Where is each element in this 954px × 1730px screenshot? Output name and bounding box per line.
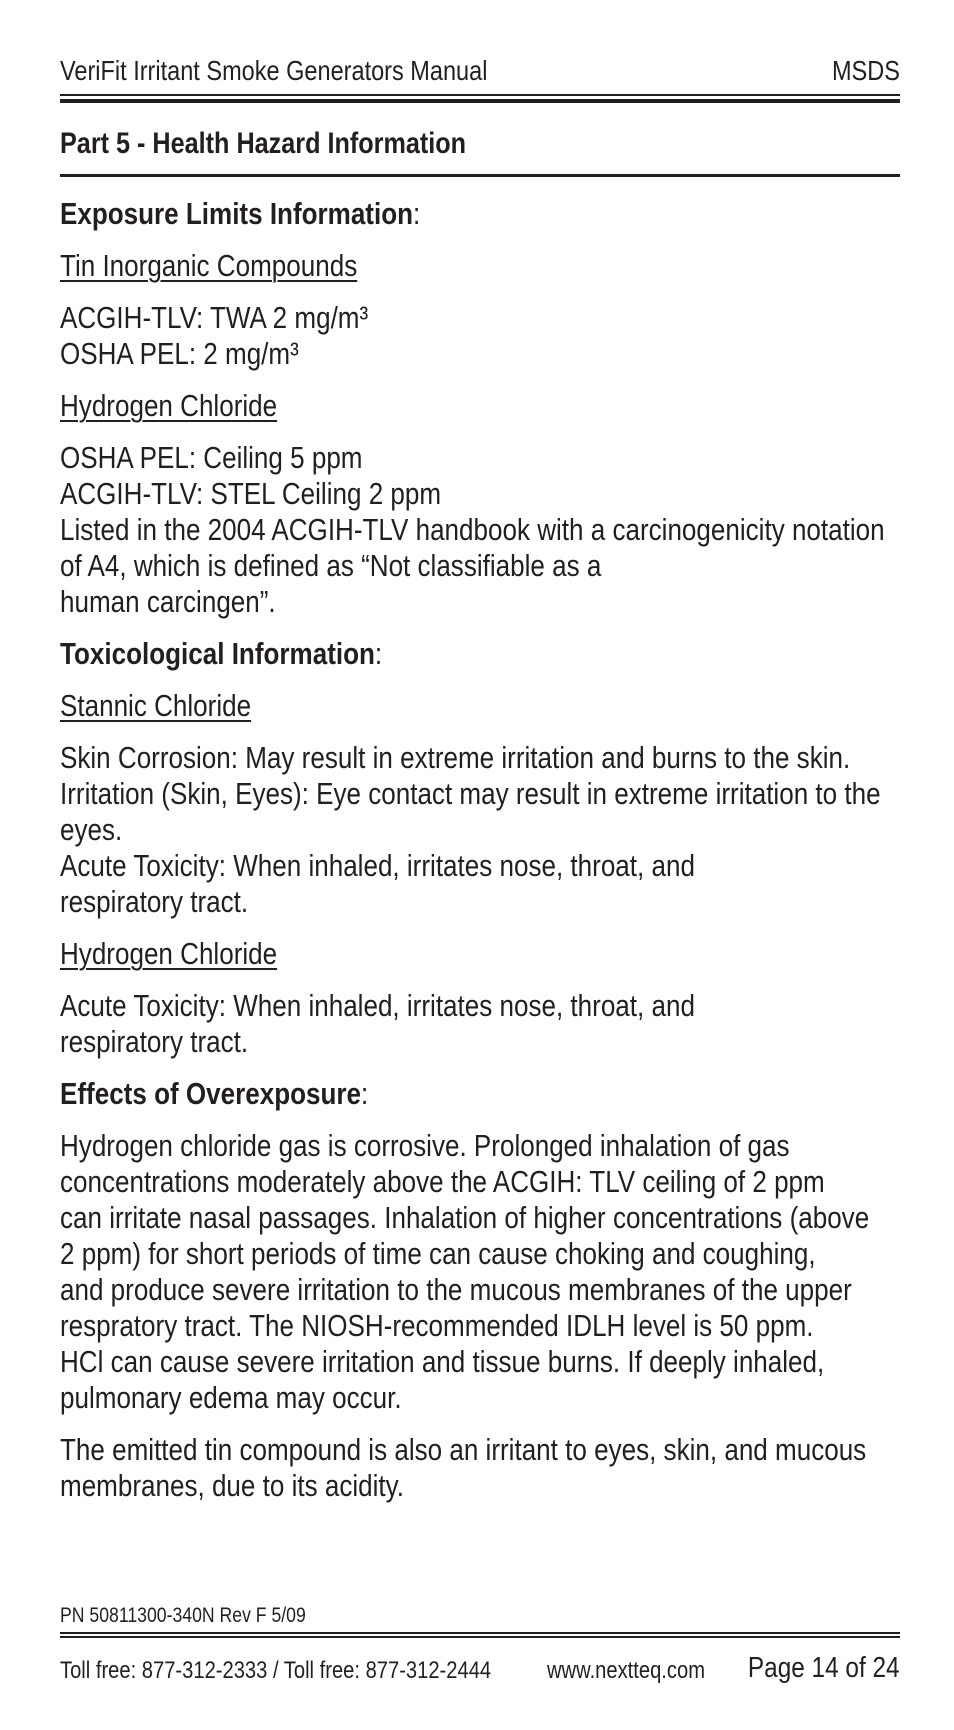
text-line: ACGIH-TLV: STEL Ceiling 2 ppm	[60, 476, 442, 511]
page-footer	[60, 1652, 900, 1686]
overexposure-paragraph-2	[60, 1432, 900, 1504]
text-line: 2 ppm) for short periods of time can cause choking and coughing,	[60, 1236, 816, 1271]
text-line: eyes.	[60, 812, 123, 847]
overexposure-paragraph-1	[60, 1128, 900, 1416]
text-line: Irritation (Skin, Eyes): Eye contact may result in extreme irritation to the	[60, 776, 881, 811]
text-line: respratory tract. The NIOSH-recommended IDLH level is 50 ppm.	[60, 1308, 814, 1343]
text-line: HCl can cause severe irritation and tissue burns. If deeply inhaled,	[60, 1344, 825, 1379]
website-link[interactable]: www.nextteq.com	[547, 1657, 705, 1684]
text-line: human carcingen”.	[60, 584, 276, 619]
stannic-chloride-info	[60, 740, 900, 920]
hydrogen-chloride-limits	[60, 440, 900, 620]
part-number: PN 50811300-340N Rev F 5/09	[60, 1604, 306, 1627]
hydrogen-chloride-tox-info	[60, 988, 900, 1060]
text-line: The emitted tin compound is also an irritant to eyes, skin, and mucous	[60, 1432, 867, 1467]
text-line: Acute Toxicity: When inhaled, irritates nose, throat, and	[60, 988, 695, 1023]
part-title-rule	[60, 174, 900, 177]
part-title: Part 5 - Health Hazard Information	[60, 127, 467, 160]
page-number: Page 14 of 24	[748, 1652, 900, 1684]
text-line: Listed in the 2004 ACGIH-TLV handbook with a carcinogenicity notation	[60, 512, 885, 547]
text-line: respiratory tract.	[60, 1024, 249, 1059]
text-line: ACGIH-TLV: TWA 2 mg/m³	[60, 300, 369, 335]
stannic-chloride-subheading: Stannic Chloride	[60, 688, 252, 723]
text-line: Acute Toxicity: When inhaled, irritates nose, throat, and	[60, 848, 695, 883]
text-line: OSHA PEL: 2 mg/m³	[60, 336, 299, 371]
text-line: respiratory tract.	[60, 884, 249, 919]
exposure-limits-heading: Exposure Limits Information:	[60, 196, 421, 231]
footer-rule	[60, 1632, 900, 1638]
manual-page	[60, 0, 900, 1730]
hydrogen-chloride-subheading: Hydrogen Chloride	[60, 388, 278, 423]
text-line: of A4, which is defined as “Not classifiable as a	[60, 548, 602, 583]
text-line: Hydrogen chloride gas is corrosive. Prolonged inhalation of gas	[60, 1128, 790, 1163]
document-body	[60, 196, 900, 1520]
toxicological-heading: Toxicological Information:	[60, 636, 383, 671]
text-line: concentrations moderately above the ACGIH: TLV ceiling of 2 ppm	[60, 1164, 825, 1199]
text-line: pulmonary edema may occur.	[60, 1380, 402, 1415]
toll-free-numbers: Toll free: 877-312-2333 / Toll free: 877-312-2444	[60, 1657, 492, 1684]
overexposure-heading: Effects of Overexposure:	[60, 1076, 369, 1111]
header-rule	[60, 94, 900, 103]
tin-compounds-limits	[60, 300, 900, 372]
hydrogen-chloride-tox-subheading: Hydrogen Chloride	[60, 936, 278, 971]
text-line: can irritate nasal passages. Inhalation of higher concentrations (above	[60, 1200, 870, 1235]
text-line: OSHA PEL: Ceiling 5 ppm	[60, 440, 363, 475]
text-line: Skin Corrosion: May result in extreme irritation and burns to the skin.	[60, 740, 851, 775]
text-line: and produce severe irritation to the mucous membranes of the upper	[60, 1272, 852, 1307]
page-header	[60, 54, 900, 88]
manual-title: VeriFit Irritant Smoke Generators Manual	[60, 55, 488, 86]
tin-compounds-subheading: Tin Inorganic Compounds	[60, 248, 358, 283]
text-line: membranes, due to its acidity.	[60, 1468, 404, 1503]
section-tag: MSDS	[832, 55, 900, 86]
